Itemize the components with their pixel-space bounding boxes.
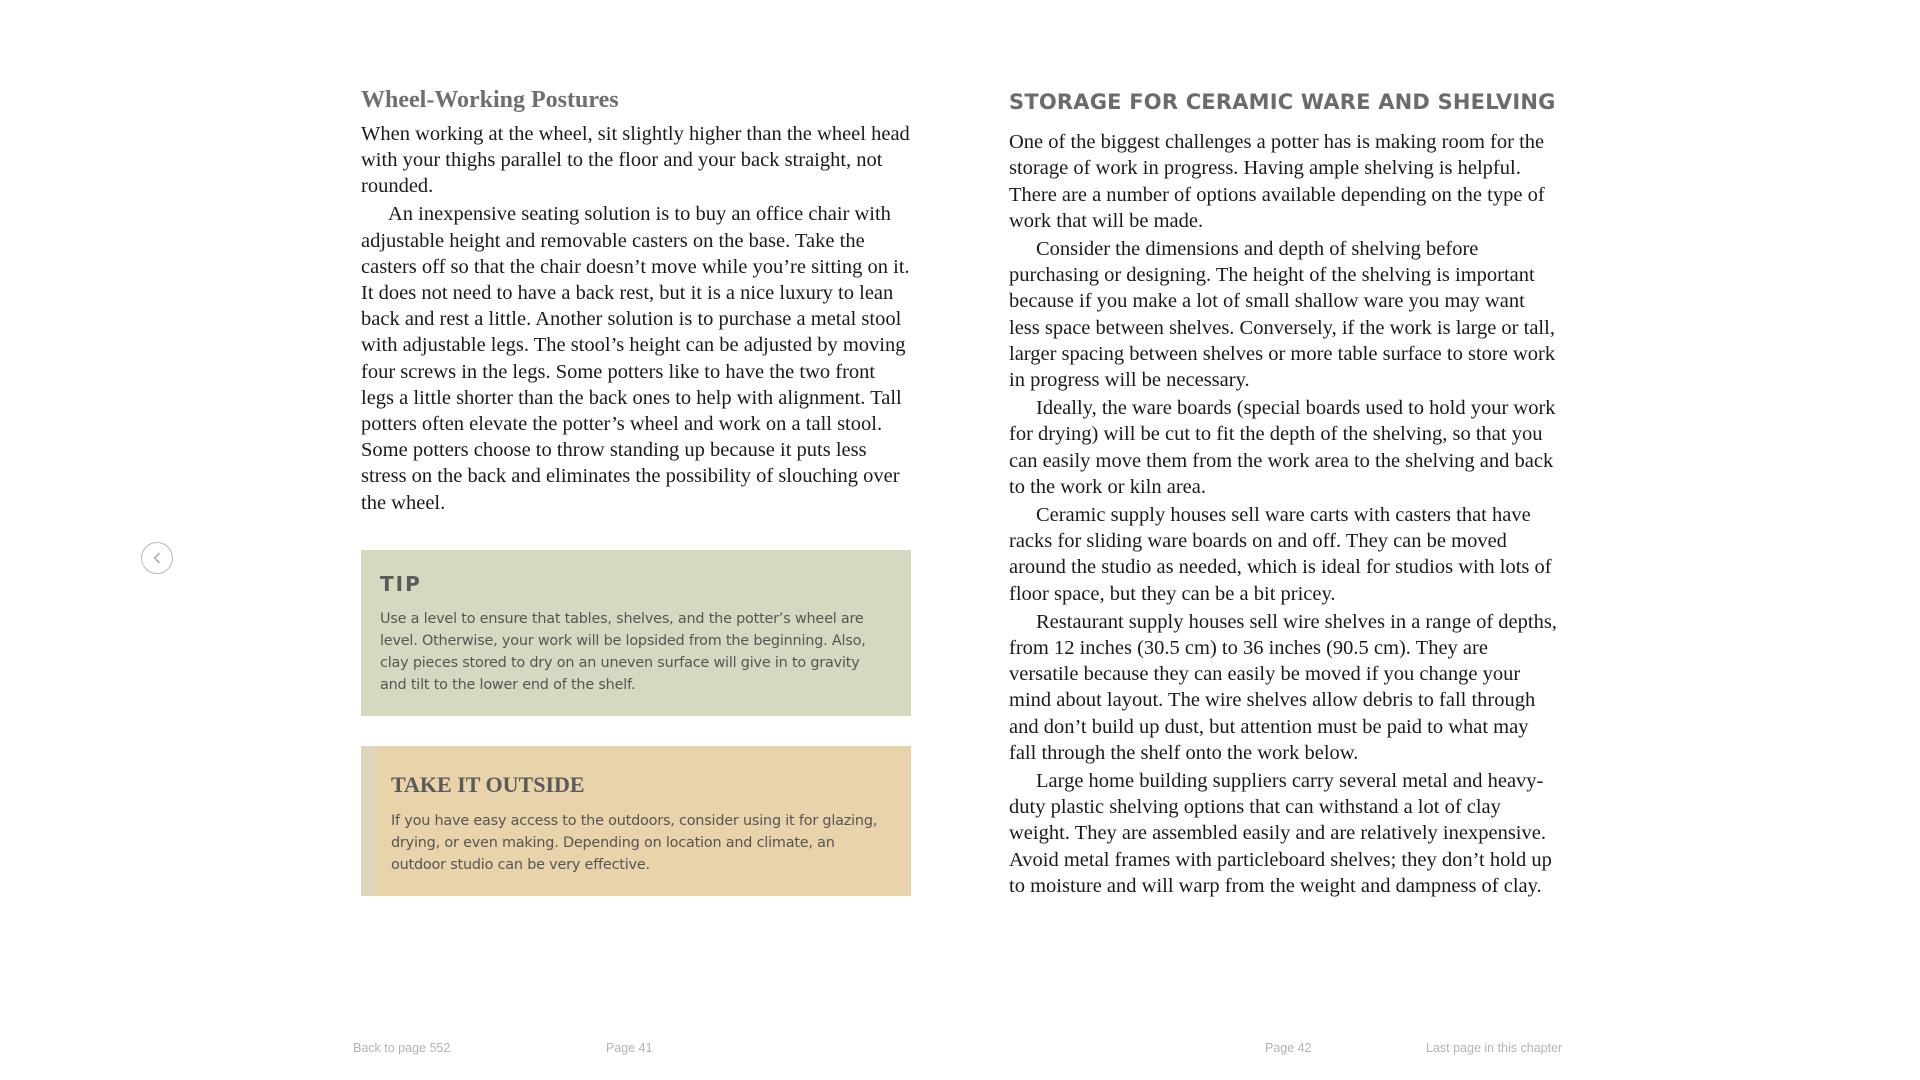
left-page — [361, 86, 911, 896]
body-paragraph: An inexpensive seating solution is to buy an office chair with adjustable height and removable casters on the base. Take the casters off so that the chair doesn’t move while you’re sitting on it. It does not need to have a back rest, but it is a nice luxury to lean back and rest a little. Another solution is to purchase a metal stool with adjustable legs. The stool’s height can be adjusted by moving four screws in the legs. Some potters like to have the two front legs a little shorter than the back ones to help with alignment. Tall potters often elevate the potter’s wheel and work on a tall stool. Some potters choose to throw standing up because it puts less stress on the back and eliminates the possibility of slouching over the wheel. — [361, 203, 910, 514]
tip-title: TIP — [380, 571, 422, 596]
left-page-number: Page 41 — [606, 1041, 653, 1055]
section-heading: Wheel-Working Postures — [361, 87, 619, 113]
previous-page-button[interactable] — [141, 542, 173, 574]
back-to-page-link[interactable]: Back to page 552 — [353, 1041, 451, 1055]
body-paragraph: Large home building suppliers carry several metal and heavy-duty plastic shelving options that can withstand a lot of clay weight. They are assembled easily and are relatively inexpensive. Avoid metal frames with particleboard shelves; they don’t hold up to moisture and will warp from the weight and dampness of clay. — [1009, 770, 1552, 897]
body-paragraph: Consider the dimensions and depth of shelving before purchasing or designing. The height of the shelving is important because if you make a lot of small shallow ware you may want less space between shelves. Conversely, if the work is large or tall, larger spacing between shelves or more table surface to store work in progress will be necessary. — [1009, 238, 1556, 392]
take-it-outside-title: TAKE IT OUTSIDE — [391, 771, 585, 797]
body-paragraph: Ideally, the ware boards (special boards used to hold your work for drying) will be cut to fit the depth of the shelving, so that you can easily move them from the work area to the shelving and back to the work or kiln area. — [1009, 397, 1556, 498]
tip-text: Use a level to ensure that tables, shelves, and the potter’s wheel are level. Otherwise, your work will be lopsided from the beginning. Also, clay pieces stored to dry on an uneven surface will give in to gravity and tilt to the lower end of the shelf. — [380, 610, 866, 693]
body-paragraph: Restaurant supply houses sell wire shelves in a range of depths, from 12 inches (30.5 cm) to 36 inches (90.5 cm). They are versatile because they can easily be moved if you change your mind about layout. The wire shelves allow debris to fall through and don’t build up dust, but attention must be paid to what may fall through the shelf onto the work below. — [1009, 610, 1557, 764]
chevron-left-icon — [151, 552, 163, 564]
body-paragraph: One of the biggest challenges a potter has is making room for the storage of work in progress. Having ample shelving is helpful. There are a number of options available depending on the type of work that will be made. — [1009, 131, 1545, 232]
right-page-number: Page 42 — [1265, 1041, 1312, 1055]
last-page-label: Last page in this chapter — [1426, 1041, 1563, 1055]
tip-callout — [361, 550, 911, 716]
take-it-outside-callout — [361, 746, 911, 896]
body-paragraph: When working at the wheel, sit slightly higher than the wheel head with your thighs parallel to the floor and your back straight, not rounded. — [361, 122, 910, 198]
section-heading: STORAGE FOR CERAMIC WARE AND SHELVING — [1009, 90, 1556, 114]
take-it-outside-text: If you have easy access to the outdoors, consider using it for glazing, drying, or even making. Depending on location and climate, an outdoor studio can be very effective. — [391, 812, 878, 873]
body-paragraph: Ceramic supply houses sell ware carts with casters that have racks for sliding ware boards on and off. They can be moved around the studio as needed, which is ideal for studios with lots of floor space, but they can be a bit pricey. — [1009, 504, 1552, 605]
right-page — [1009, 86, 1559, 899]
